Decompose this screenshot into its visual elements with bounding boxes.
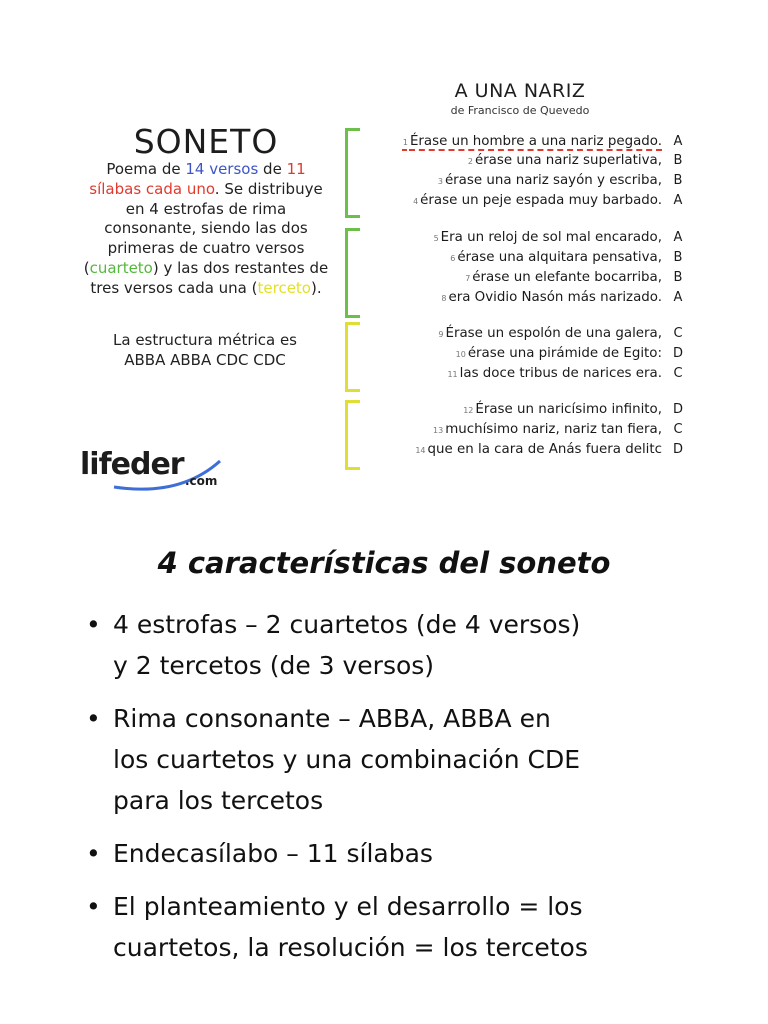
desc-highlight-versos: 14 versos	[185, 160, 259, 178]
bullet-line: para los tercetos	[113, 786, 324, 815]
poem-verse	[360, 442, 662, 460]
poem-title: A UNA NARIZ	[454, 80, 586, 102]
poem-verse	[360, 173, 662, 191]
desc-text: ) y las dos restantes de tres versos cada una (	[90, 258, 329, 297]
verse-text: que en la cara de Anás fuera delitc	[427, 442, 662, 457]
poem-verse	[360, 290, 662, 308]
verse-text: érase una nariz sayón y escriba,	[444, 173, 662, 188]
list-item	[86, 833, 746, 874]
verse-text: érase un elefante bocarriba,	[472, 270, 662, 285]
verse-text: las doce tribus de narices era.	[459, 366, 662, 381]
verse-number: 2	[467, 157, 473, 166]
soneto-description	[82, 160, 330, 299]
slide-heading: 4 características del soneto	[157, 546, 611, 580]
bullet-icon: •	[86, 892, 101, 921]
stanza-bracket-3	[345, 322, 360, 392]
rhyme-letter: B	[673, 173, 683, 188]
verse-number: 11	[447, 370, 458, 379]
rhyme-letter: A	[673, 134, 683, 149]
verse-number: 13	[433, 426, 444, 435]
poem-verse	[360, 326, 662, 344]
lifeder-logo	[80, 447, 240, 497]
bullet-icon: •	[86, 839, 101, 868]
list-item	[86, 698, 746, 821]
rhyme-letter: B	[673, 153, 683, 168]
bullet-line: y 2 tercetos (de 3 versos)	[113, 651, 435, 680]
verse-number: 4	[413, 197, 419, 206]
verse-number: 1	[402, 138, 408, 147]
desc-text: ).	[310, 278, 322, 297]
bullet-line: Rima consonante – ABBA, ABBA en	[113, 704, 551, 733]
rhyme-letter: B	[673, 270, 683, 285]
bullet-line: El planteamiento y el desarrollo = los	[113, 892, 583, 921]
bullet-icon: •	[86, 704, 101, 733]
logo-suffix: .com	[185, 474, 218, 488]
verse-text: Érase un espolón de una galera,	[445, 326, 662, 341]
rhyme-letter: B	[673, 250, 683, 265]
verse-text: érase una alquitara pensativa,	[457, 250, 662, 265]
poem-verse	[360, 230, 662, 248]
verse-number: 14	[415, 446, 426, 455]
stanza-bracket-2	[345, 228, 360, 318]
verse-text: érase un peje espada muy barbado.	[420, 193, 662, 208]
bullet-line: cuartetos, la resolución = los tercetos	[113, 933, 588, 962]
rhyme-letter: A	[673, 290, 683, 305]
verse-number: 8	[441, 294, 447, 303]
metric-structure	[90, 330, 320, 370]
list-item	[86, 886, 746, 968]
rhyme-letter: A	[673, 230, 683, 245]
desc-highlight-silabas: 11 sílabas cada uno	[89, 160, 306, 198]
verse-text: Érase un naricísimo infinito,	[475, 402, 662, 417]
stanza-bracket-4	[345, 400, 360, 470]
verse-text: érase una pirámide de Egito:	[467, 346, 662, 361]
poem-verse	[360, 366, 662, 384]
verse-text: era Ovidio Nasón más narizado.	[448, 290, 662, 305]
bullet-icon: •	[86, 610, 101, 639]
verse-number: 7	[465, 274, 471, 283]
verse-text: Era un reloj de sol mal encarado,	[440, 230, 662, 245]
characteristics-list	[86, 604, 746, 980]
rhyme-letter: C	[673, 366, 683, 381]
poem-verse	[360, 153, 662, 171]
desc-text: . Se distribuye en 4 estrofas de rima consonante, siendo las dos primeras de cuatro versos (	[83, 179, 323, 277]
rhyme-letter: D	[672, 346, 683, 361]
verse-text: érase una nariz superlativa,	[474, 153, 662, 168]
poem-verse	[360, 134, 662, 152]
list-item	[86, 604, 746, 686]
poem-author: de Francisco de Quevedo	[450, 104, 590, 117]
poem-verse	[360, 346, 662, 364]
bullet-line: los cuartetos y una combinación CDE	[113, 745, 581, 774]
metric-line: La estructura métrica es	[113, 331, 297, 349]
poem-verse	[360, 422, 662, 440]
verse-text: muchísimo nariz, nariz tan fiera,	[445, 422, 662, 437]
poem-verse	[360, 193, 662, 211]
verse-number: 6	[450, 254, 456, 263]
desc-highlight-cuarteto: cuarteto	[89, 258, 153, 277]
desc-text: de	[258, 160, 287, 178]
rhyme-letter: C	[673, 422, 683, 437]
stanza-bracket-1	[345, 128, 360, 218]
bullet-line: 4 estrofas – 2 cuartetos (de 4 versos)	[113, 610, 581, 639]
soneto-infographic	[0, 0, 768, 500]
rhyme-letter: D	[672, 402, 683, 417]
poem-verse	[360, 402, 662, 420]
desc-text: Poema de	[106, 160, 186, 178]
verse-number: 3	[437, 177, 443, 186]
metric-pattern: ABBA ABBA CDC CDC	[124, 351, 286, 369]
rhyme-letter: C	[673, 326, 683, 341]
verse-text: Érase un hombre a una nariz pegado.	[409, 134, 662, 149]
rhyme-letter: D	[672, 442, 683, 457]
rhyme-letter: A	[673, 193, 683, 208]
desc-highlight-terceto: terceto	[257, 278, 311, 297]
logo-wordmark: lifeder	[80, 447, 184, 482]
verse-number: 9	[438, 330, 444, 339]
verse-number: 12	[463, 406, 474, 415]
poem-verse	[360, 250, 662, 268]
bullet-line: Endecasílabo – 11 sílabas	[113, 839, 433, 868]
poem-verse	[360, 270, 662, 288]
verse-number: 10	[455, 350, 466, 359]
soneto-title: SONETO	[133, 122, 279, 161]
verse-number: 5	[433, 234, 439, 243]
